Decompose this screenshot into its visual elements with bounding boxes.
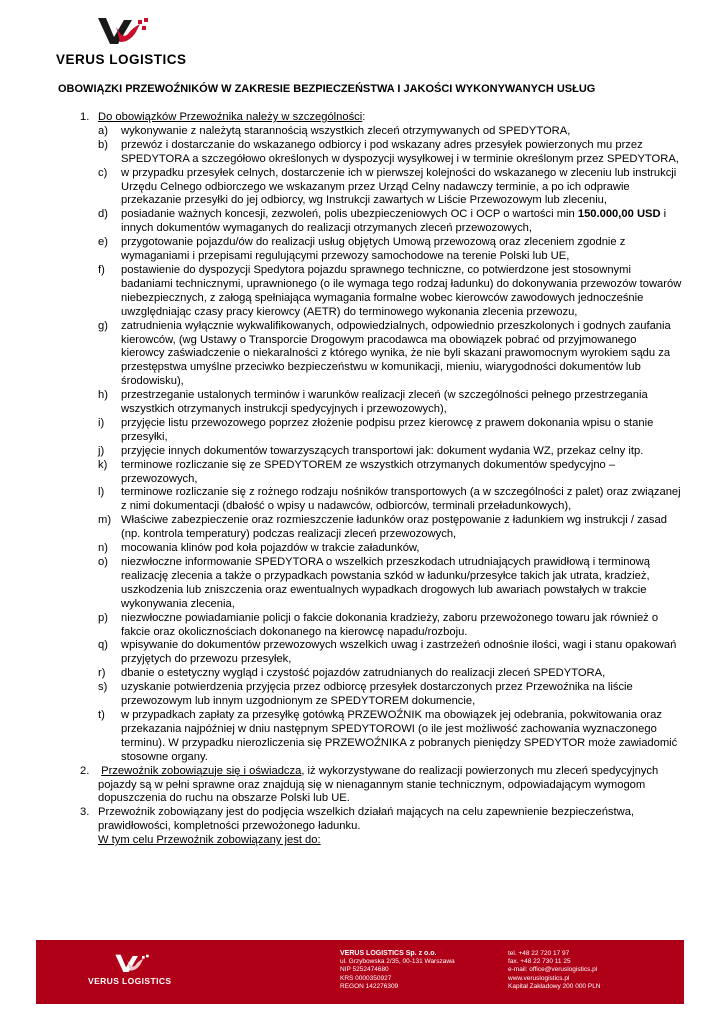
item-letter: j)	[98, 444, 105, 457]
company-email[interactable]: e-mail: office@veruslogistics.pl	[508, 966, 598, 974]
item-letter: m)	[98, 514, 112, 527]
footer-logo-text: VERUS LOGISTICS	[88, 976, 172, 986]
item-letter: g)	[98, 319, 108, 332]
section-number: 2.	[80, 764, 90, 777]
section-1	[80, 111, 682, 765]
obligation-item	[98, 639, 682, 667]
company-regon: REGON 142276309	[340, 982, 399, 990]
item-letter: k)	[98, 458, 108, 471]
item-text: przewóz i dostarczanie do wskazanego odbiorcy i pod wskazany adres przesyłek powierzonych mu przez SPEDYTORA a szczegółowo określonych w dyspozycji wysyłkowej i w terminie określonym przez SPEDYTORA,	[121, 138, 679, 165]
item-letter: p)	[98, 611, 108, 624]
section-3	[80, 806, 682, 848]
item-letter: f)	[98, 263, 105, 276]
obligation-item	[98, 514, 682, 542]
item-letter: t)	[98, 708, 105, 721]
obligation-item	[98, 208, 682, 236]
section-1-intro: Do obowiązków Przewoźnika należy w szczególności	[98, 111, 363, 123]
item-letter: s)	[98, 681, 108, 694]
company-logo	[56, 14, 206, 70]
item-text	[121, 208, 666, 234]
colon: :	[362, 111, 366, 123]
item-text: przestrzeganie ustalonych terminów i warunków realizacji zleceń (w szczególności pełnego przestrzegania wszystkich otrzymanych instrukcji spedycyjnych i przewozowych),	[121, 389, 648, 416]
footer-logo	[88, 952, 198, 996]
obligation-item	[98, 459, 682, 487]
footer-contact-info	[508, 950, 601, 991]
item-letter: e)	[98, 236, 108, 249]
verus-logo-mark-icon	[96, 14, 156, 50]
item-text: wpisywanie do dokumentów przewozowych wszelkich uwag i zastrzeżeń odnośnie ilości, wagi i stanu opakowań przyjętych do przewozu przesyłek,	[121, 639, 677, 666]
footer-company-info	[340, 950, 455, 991]
logo-text: VERUS LOGISTICS	[56, 52, 187, 67]
item-letter: i)	[98, 416, 105, 429]
item-text-part: i innych dokumentów wymaganych do realizacji otrzymanych zleceń przewozowych,	[121, 208, 667, 235]
company-name: VERUS LOGISTICS Sp. z o.o.	[340, 950, 437, 957]
section-2-text: , iż wykorzystywane do realizacji powierzonych mu zleceń spedycyjnych pojazdy są w pełni sprawne oraz znajdują się w nienagannym stanie technicznym, odpowiadającym wymogom dopuszczenia do ruchu na obszarze Polski lub UE.	[98, 764, 659, 805]
section-2-declaration: Przewoźnik zobowiązuje się i oświadcza	[101, 764, 302, 777]
item-letter: q)	[98, 639, 108, 652]
section-3-text: Przewoźnik zobowiązany jest do podjęcia wszelkich działań mających na celu zapewnienie bezpieczeństwa, prawidłowości, kompletności przewożonego ładunku.	[98, 806, 635, 833]
obligation-item	[98, 667, 682, 681]
obligation-item	[98, 139, 682, 167]
item-text: przyjęcie innych dokumentów towarzyszących transportowi jak: dokument wydania WZ, przekaz celny itp.	[121, 444, 644, 457]
obligation-item	[98, 264, 682, 320]
item-text: dbanie o estetyczny wygląd i czystość pojazdów zatrudnianych do realizacji zleceń SPEDYTORA,	[121, 667, 606, 680]
company-capital: Kapitał Zakładowy 200 000 PLN	[508, 982, 601, 990]
obligation-item	[98, 236, 682, 264]
section-2	[80, 765, 682, 807]
obligation-item	[98, 125, 682, 139]
item-text: niezwłoczne informowanie SPEDYTORA o wszelkich przeszkodach utrudniających prawidłową i terminową realizację zlecenia a także o przypadkach powstania szkód w ładunku/przesyłce takich jak utrata, kradzież, uszkodzenia lub zniszczenia oraz ewentualnych wypadkach drogowych lub awariach powstałych w trakcie wykonywania zlecenia,	[121, 556, 650, 610]
item-letter: d)	[98, 208, 108, 221]
verus-logo-mark-icon	[114, 952, 154, 976]
item-text-part: posiadanie ważnych koncesji, zezwoleń, polis ubezpieczeniowych OC i OCP o wartości min	[121, 208, 578, 221]
obligation-item	[98, 389, 682, 417]
item-text: terminowe rozliczanie się z rożnego rodzaju nośników transportowych (a w szczególności z palet) oraz związanej z nimi dokumentacji (dbałość o wpisy u nadawców, odbiorców, terminali przeładunkowych),	[121, 486, 681, 513]
item-amount: 150.000,00 USD	[577, 208, 661, 221]
obligation-item	[98, 709, 682, 765]
obligation-item	[98, 542, 682, 556]
obligation-item	[98, 320, 682, 390]
item-text: w przypadkach zapłaty za przesyłkę gotówką PRZEWOŹNIK ma obowiązek jej odebrania, pokwitowania oraz przekazania najpóźniej w dniu następnym SPEDYTOROWI (o ile jest możliwość zachowania wyznaczonego terminu). W przypadku nierozliczenia się PRZEWOŹNIKA z pobranych pieniędzy SPEDYTOR może zawiadomić stosowne organy.	[121, 708, 678, 763]
company-krs: KRS 0000350927	[340, 974, 392, 982]
obligation-item	[98, 445, 682, 459]
item-text: Właściwe zabezpieczenie oraz rozmieszczenie ładunków oraz postępowanie z ładunkiem wg instrukcji / zasad (np. kontrola temperatury) podczas realizacji zleceń przewozowych,	[121, 514, 667, 541]
item-text: postawienie do dyspozycji Spedytora pojazdu sprawnego techniczne, co potwierdzone jest stosownymi badaniami technicznymi, uprawnionego (o ile wymaga tego rodzaj ładunku) do dokonywania przewozów towarów niebezpiecznych, z załogą spełniająca wymagania formalne wobec kierowców zawodowych jednocześnie uwzględniając czasy pracy kierowcy (AETR) do terminowego wykonania zlecenia przewozu,	[121, 263, 682, 318]
obligation-item	[98, 612, 682, 640]
page-footer	[36, 940, 684, 1004]
item-text: mocowania klinów pod koła pojazdów w trakcie załadunków,	[121, 542, 420, 555]
section-number: 3.	[80, 806, 90, 819]
item-text: terminowe rozliczanie się ze SPEDYTOREM ze wszystkich otrzymanych dokumentów spedycyjno – przewozowych,	[121, 458, 616, 485]
obligation-item	[98, 681, 682, 709]
company-nip: NIP 5252474680	[340, 966, 389, 974]
section-3-underlined: W tym celu Przewoźnik zobowiązany jest do:	[98, 834, 321, 847]
item-letter: a)	[98, 124, 108, 137]
item-text: zatrudnienia wyłącznie wykwalifikowanych, odpowiedzialnych, odpowiednio przeszkolonych i godnych zaufania kierowców, (wg Ustawy o Transporcie Drogowym pracodawca ma obowiązek pobrać od przyjmowanego kierowcy zaświadczenie o niekaralności z którego wynika, że nie byli skazani prawomocnym wyrokiem sądu za przestępstwa umyślne przeciwko bezpieczeństwu w komunikacji, mieniu, wiarygodności dokumentów lub środowisku),	[121, 319, 671, 388]
document-body	[80, 111, 682, 848]
company-phone: tel. +48 22 720 17 97	[508, 950, 570, 957]
item-letter: c)	[98, 166, 108, 179]
section-number: 1.	[80, 111, 90, 123]
obligation-item	[98, 167, 682, 209]
item-letter: o)	[98, 556, 108, 568]
item-text: uzyskanie potwierdzenia przyjęcia przez odbiorcę przesyłek dostarczonych przez Przewoźnika na liście przewozowym lub innym uzgodnionym ze SPEDYTOREM dokumencie,	[121, 681, 633, 708]
item-letter: r)	[98, 667, 106, 680]
obligations-list	[98, 125, 682, 765]
company-website[interactable]: www.veruslogistics.pl	[508, 974, 570, 982]
item-text: przygotowanie pojazdu/ów do realizacji usług objętych Umową przewozową oraz zleceniem zgodnie z wymaganiami i przepisami regulującymi przewozy samochodowe na terenie Polski lub UE,	[121, 236, 626, 263]
item-letter: b)	[98, 138, 108, 151]
obligation-item	[98, 486, 682, 514]
item-text: niezwłoczne powiadamianie policji o fakcie dokonania kradzieży, zaboru przewożonego towaru jak również o fakcie oraz okolicznościach dokonanego na kierowcę napadu/rozboju.	[121, 611, 659, 638]
obligation-item	[98, 417, 682, 445]
item-text: przyjęcie listu przewozowego poprzez złożenie podpisu przez kierowcę z prawem dokonania wpisu o stanie przesyłki,	[121, 416, 654, 443]
company-address: ul. Grzybowska 2/35, 00-131 Warszawa	[340, 958, 455, 966]
item-text: w przypadku przesyłek celnych, dostarczenie ich w pierwszej kolejności do wskazanego w zleceniu lub instrukcji Urzędu Celnego odbiorczego we wskazanym przez Urząd Celny nadawczy terminie, a po ich odprawie przekazanie przesyłki do jej odbiorcy, wg Instrukcji zawartych w Liście Przewozowym lub zleceniu,	[121, 166, 677, 207]
item-letter: n)	[98, 542, 108, 555]
company-fax: fax. +48 22 730 11 25	[508, 958, 571, 966]
item-letter: l)	[98, 486, 105, 499]
item-letter: h)	[98, 389, 108, 402]
obligation-item	[98, 556, 682, 612]
document-title: OBOWIĄZKI PRZEWOŹNIKÓW W ZAKRESIE BEZPIECZEŃSTWA I JAKOŚCI WYKONYWANYCH USŁUG	[58, 83, 596, 95]
item-text: wykonywanie z należytą starannością wszystkich zleceń otrzymywanych od SPEDYTORA,	[121, 124, 571, 137]
